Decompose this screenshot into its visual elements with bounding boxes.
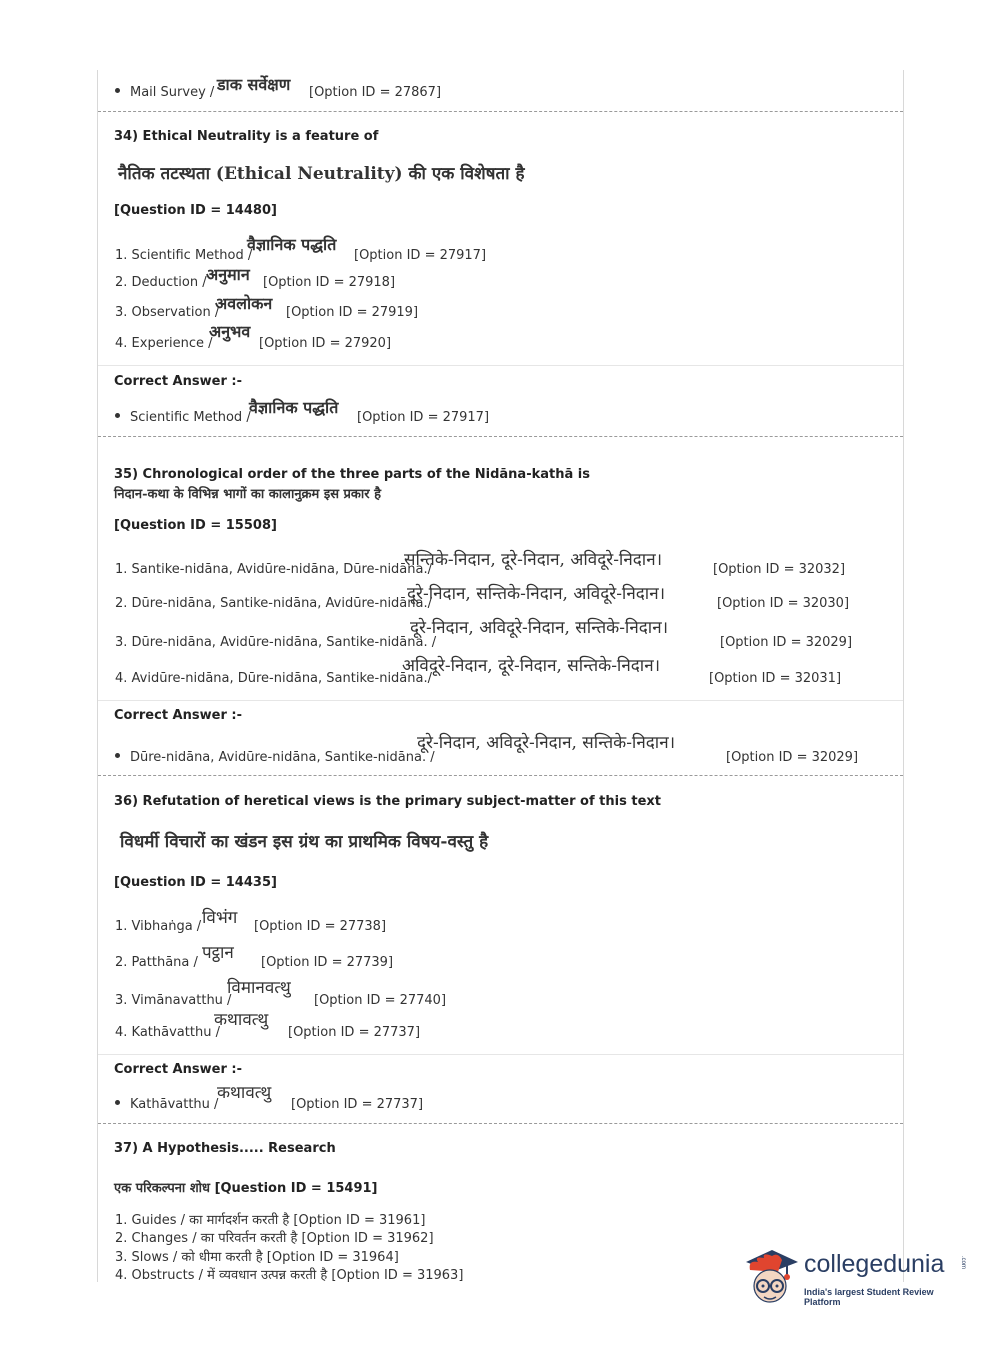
option-id: [Option ID = 27739] bbox=[261, 955, 394, 970]
divider bbox=[98, 700, 903, 701]
question-id: [Question ID = 14435] bbox=[114, 875, 277, 890]
question-line bbox=[114, 1178, 378, 1196]
question-hindi: निदान-कथा के विभिन्न भागों का कालानुक्रम इस प्रकार है bbox=[114, 487, 382, 502]
question-title: 36) Refutation of heretical views is the primary subject-matter of this text bbox=[114, 794, 661, 809]
option-en: 4. Avidūre-nidāna, Dūre-nidāna, Santike-nidāna./ bbox=[115, 671, 432, 686]
option-id: [Option ID = 27920] bbox=[259, 336, 392, 351]
divider bbox=[98, 111, 903, 112]
option-line: 4. Obstructs / में व्यवधान उत्पन्न करती है [Option ID = 31963] bbox=[115, 1268, 464, 1283]
bullet bbox=[115, 413, 120, 418]
option-id: [Option ID = 27918] bbox=[263, 275, 396, 290]
divider bbox=[98, 1054, 903, 1055]
option-hi: पट्ठान bbox=[202, 943, 234, 963]
question-id: [Question ID = 15491] bbox=[214, 1181, 378, 1196]
mascot-icon bbox=[742, 1248, 802, 1310]
question-id: [Question ID = 14480] bbox=[114, 203, 277, 218]
option-hi: विभंग bbox=[202, 908, 238, 928]
correct-answer bbox=[115, 750, 435, 765]
correct-en: Scientific Method / bbox=[130, 410, 251, 425]
option-id: [Option ID = 32030] bbox=[717, 596, 850, 611]
correct-answer-label: Correct Answer :- bbox=[114, 374, 242, 389]
option-id: [Option ID = 32031] bbox=[709, 671, 842, 686]
answer-en: Mail Survey / bbox=[130, 85, 215, 100]
option-id: [Option ID = 27917] bbox=[354, 248, 487, 263]
option-en: 1. Scientific Method / bbox=[115, 248, 253, 263]
option-id: [Option ID = 27740] bbox=[314, 993, 447, 1008]
correct-answer-label: Correct Answer :- bbox=[114, 1062, 242, 1077]
option-hi: अवलोकन bbox=[215, 294, 273, 313]
option-hi: दूरे-निदान, अविदूरे-निदान, सन्तिके-निदान। bbox=[410, 618, 669, 638]
correct-answer-label: Correct Answer :- bbox=[114, 708, 242, 723]
correct-en: Dūre-nidāna, Avidūre-nidāna, Santike-nidāna. / bbox=[130, 750, 435, 765]
bullet bbox=[115, 88, 120, 93]
option-en: 3. Observation / bbox=[115, 305, 220, 320]
option-en: 1. Vibhaṅga / bbox=[115, 919, 202, 934]
correct-option-id: [Option ID = 27737] bbox=[291, 1097, 424, 1112]
logo-name: collegedunia bbox=[804, 1250, 945, 1278]
correct-option-id: [Option ID = 27917] bbox=[357, 410, 490, 425]
option-line: 3. Slows / को धीमा करती है [Option ID = 31964] bbox=[115, 1250, 399, 1265]
option-en: 4. Experience / bbox=[115, 336, 213, 351]
divider bbox=[98, 365, 903, 366]
option-en: 2. Deduction / bbox=[115, 275, 207, 290]
answer-option-id: [Option ID = 27867] bbox=[309, 85, 442, 100]
option-hi: दूरे-निदान, सन्तिके-निदान, अविदूरे-निदान। bbox=[407, 584, 666, 604]
option-id: [Option ID = 32032] bbox=[713, 562, 846, 577]
bullet bbox=[115, 1100, 120, 1105]
option-hi: विमानवत्थु bbox=[227, 978, 291, 998]
option-hi: अविदूरे-निदान, दूरे-निदान, सन्तिके-निदान। bbox=[402, 656, 661, 676]
exam-page bbox=[97, 70, 904, 1282]
option-hi: वैज्ञानिक पद्धति bbox=[247, 235, 337, 254]
question-hindi: एक परिकल्पना शोध bbox=[114, 1181, 211, 1196]
question-title: 34) Ethical Neutrality is a feature of bbox=[114, 129, 379, 144]
option-en: 2. Patthāna / bbox=[115, 955, 198, 970]
divider bbox=[98, 1123, 903, 1124]
divider bbox=[98, 436, 903, 437]
correct-hi: कथावत्थु bbox=[217, 1083, 272, 1103]
question-title: 37) A Hypothesis..... Research bbox=[114, 1141, 336, 1156]
collegedunia-logo bbox=[742, 1248, 972, 1310]
question-hindi: नैतिक तटस्थता (Ethical Neutrality) की एक विशेषता है bbox=[118, 164, 525, 184]
answer-hi: डाक सर्वेक्षण bbox=[217, 75, 291, 94]
option-id: [Option ID = 27919] bbox=[286, 305, 419, 320]
option-hi: सन्तिके-निदान, दूरे-निदान, अविदूरे-निदान। bbox=[404, 550, 663, 570]
question-hindi: विधर्मी विचारों का खंडन इस ग्रंथ का प्राथमिक विषय-वस्तु है bbox=[120, 832, 489, 852]
option-en: 2. Dūre-nidāna, Santike-nidāna, Avidūre-nidāna./ bbox=[115, 596, 432, 611]
option-en: 3. Vimānavatthu / bbox=[115, 993, 232, 1008]
option-en: 4. Kathāvatthu / bbox=[115, 1025, 220, 1040]
divider bbox=[98, 775, 903, 776]
option-en: 1. Santike-nidāna, Avidūre-nidāna, Dūre-nidāna./ bbox=[115, 562, 432, 577]
correct-hi: दूरे-निदान, अविदूरे-निदान, सन्तिके-निदान। bbox=[417, 733, 676, 753]
correct-answer bbox=[115, 1097, 218, 1112]
question-title: 35) Chronological order of the three parts of the Nidāna-kathā is bbox=[114, 467, 590, 482]
correct-answer bbox=[115, 410, 251, 425]
logo-dotcom: .com bbox=[960, 1256, 966, 1270]
option-line: 2. Changes / का परिवर्तन करती है [Option ID = 31962] bbox=[115, 1231, 434, 1246]
option-en: 3. Dūre-nidāna, Avidūre-nidāna, Santike-nidāna. / bbox=[115, 635, 437, 650]
option-hi: अनुभव bbox=[209, 322, 251, 341]
option-hi: अनुमान bbox=[206, 265, 250, 284]
option-hi: कथावत्थु bbox=[214, 1010, 269, 1030]
correct-option-id: [Option ID = 32029] bbox=[726, 750, 859, 765]
correct-en: Kathāvatthu / bbox=[130, 1097, 219, 1112]
option-line: 1. Guides / का मार्गदर्शन करती है [Option ID = 31961] bbox=[115, 1213, 426, 1228]
option-id: [Option ID = 32029] bbox=[720, 635, 853, 650]
logo-tagline: India's largest Student Review Platform bbox=[804, 1287, 934, 1307]
option-id: [Option ID = 27737] bbox=[288, 1025, 421, 1040]
question-id: [Question ID = 15508] bbox=[114, 518, 277, 533]
top-answer bbox=[115, 85, 214, 100]
option-id: [Option ID = 27738] bbox=[254, 919, 387, 934]
correct-hi: वैज्ञानिक पद्धति bbox=[249, 398, 339, 417]
bullet bbox=[115, 753, 120, 758]
